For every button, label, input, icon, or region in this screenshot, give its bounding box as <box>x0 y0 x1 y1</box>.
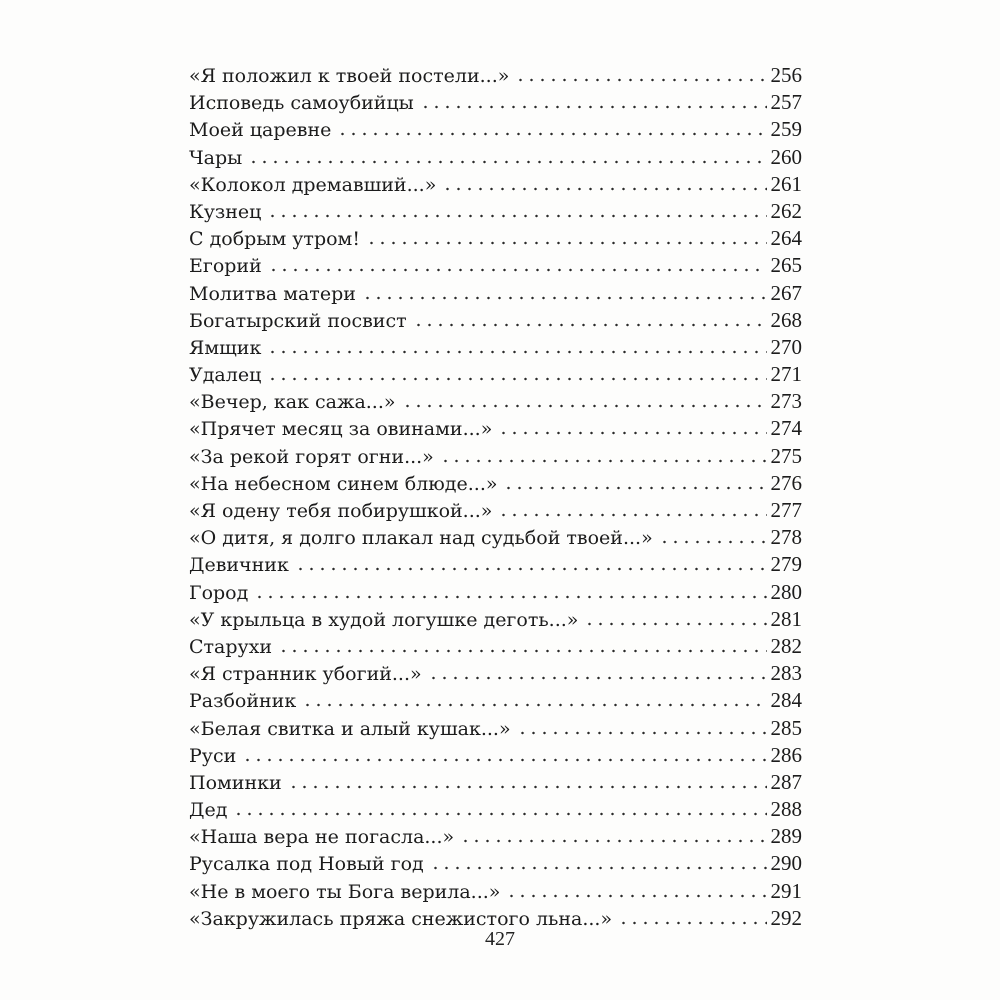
toc-entry-page-number: 277 <box>770 498 802 522</box>
toc-entry-page-number: 265 <box>770 253 802 278</box>
toc-entry <box>189 144 802 171</box>
dot-leader <box>402 404 767 408</box>
toc-entry-title: Чары <box>189 146 243 169</box>
dot-leader <box>503 486 766 490</box>
toc-entry-title: Русалка под Новый год <box>189 853 424 876</box>
toc-entry <box>189 198 802 225</box>
toc-entry <box>189 606 802 633</box>
toc-entry <box>189 633 802 660</box>
toc-entry-page-number: 287 <box>770 769 802 794</box>
toc-entry-page-number: 288 <box>770 797 802 822</box>
toc-entry-title: «За рекой горят огни...» <box>189 445 434 468</box>
toc-entry <box>189 579 802 606</box>
dot-leader <box>498 431 766 435</box>
toc-entry-page-number: 256 <box>770 63 802 87</box>
toc-entry <box>189 660 802 687</box>
toc-entry <box>189 850 802 877</box>
toc-entry <box>189 171 802 198</box>
toc-entry-page-number: 279 <box>770 552 802 577</box>
toc-entry-page-number: 267 <box>770 280 802 305</box>
toc-entry-page-number: 273 <box>770 389 802 414</box>
toc-entry <box>189 796 802 823</box>
toc-entry-page-number: 281 <box>770 606 802 631</box>
toc-entry-page-number: 271 <box>770 362 802 387</box>
toc-entry-title: «Колокол дремавший...» <box>189 173 437 196</box>
toc-entry <box>189 524 802 551</box>
toc-entry <box>189 470 802 497</box>
toc-entry-title: «Белая свитка и алый кушак...» <box>189 717 511 740</box>
dot-leader <box>267 350 766 354</box>
toc-entry-title: Руси <box>189 744 237 767</box>
table-of-contents <box>189 62 802 932</box>
dot-leader <box>460 839 766 843</box>
toc-entry-page-number: 274 <box>770 416 802 441</box>
toc-entry-title: «Прячет месяц за овинами...» <box>189 418 493 441</box>
toc-entry-page-number: 284 <box>770 688 802 713</box>
toc-entry-page-number: 259 <box>770 117 802 142</box>
toc-entry <box>189 823 802 850</box>
page-number: 427 <box>485 928 515 950</box>
toc-entry <box>189 280 802 307</box>
dot-leader <box>242 758 766 762</box>
toc-entry-title: С добрым утром! <box>189 228 360 251</box>
toc-entry <box>189 225 802 252</box>
toc-entry <box>189 307 802 334</box>
toc-entry <box>189 415 802 442</box>
dot-leader <box>659 540 767 544</box>
dot-leader <box>362 296 767 300</box>
toc-entry <box>189 116 802 143</box>
toc-entry <box>189 497 802 524</box>
dot-leader <box>267 214 766 218</box>
toc-entry-title: Исповедь самоубийцы <box>189 92 414 115</box>
toc-entry-page-number: 257 <box>770 90 802 115</box>
toc-entry-title: Удалец <box>189 364 262 387</box>
dot-leader <box>430 866 767 870</box>
toc-entry-title: Поминки <box>189 771 282 794</box>
dot-leader <box>337 132 766 136</box>
toc-entry-page-number: 264 <box>770 226 802 251</box>
toc-entry-page-number: 283 <box>770 661 802 686</box>
dot-leader <box>420 105 767 109</box>
toc-entry <box>189 742 802 769</box>
dot-leader <box>233 812 766 816</box>
dot-leader <box>278 649 766 653</box>
toc-entry-page-number: 280 <box>770 579 802 604</box>
dot-leader <box>498 513 766 517</box>
toc-entry-title: Егорий <box>189 255 262 278</box>
toc-entry-title: «Я странник убогий...» <box>189 663 422 686</box>
toc-entry-title: Старухи <box>189 635 273 658</box>
toc-entry-title: Город <box>189 581 249 604</box>
dot-leader <box>618 921 766 925</box>
toc-entry-page-number: 285 <box>770 715 802 740</box>
toc-entry <box>189 361 802 388</box>
toc-entry-page-number: 286 <box>770 742 802 767</box>
toc-entry-title: «Не в моего ты Бога верила...» <box>189 880 501 903</box>
toc-entry <box>189 687 802 714</box>
toc-entry-title: Девичник <box>189 554 289 577</box>
toc-entry-page-number: 268 <box>770 307 802 332</box>
dot-leader <box>302 703 766 707</box>
toc-entry-page-number: 276 <box>770 470 802 495</box>
dot-leader <box>268 268 767 272</box>
dot-leader <box>428 676 767 680</box>
toc-entry-title: «Вечер, как сажа...» <box>189 391 396 414</box>
toc-entry-page-number: 290 <box>770 851 802 876</box>
toc-entry <box>189 443 802 470</box>
toc-entry-page-number: 270 <box>770 334 802 359</box>
toc-entry <box>189 334 802 361</box>
toc-entry-title: «Я положил к твоей постели...» <box>189 65 510 87</box>
dot-leader <box>440 459 767 463</box>
toc-entry-page-number: 278 <box>770 525 802 550</box>
toc-entry-title: Кузнец <box>189 200 262 223</box>
toc-entry-title: Разбойник <box>189 690 297 713</box>
dot-leader <box>254 595 766 599</box>
toc-entry-title: «Наша вера не погасла...» <box>189 826 455 849</box>
toc-entry-title: «О дитя, я долго плакал над судьбой твоей...» <box>189 527 653 550</box>
toc-entry-page-number: 260 <box>770 144 802 169</box>
toc-entry-page-number: 282 <box>770 633 802 658</box>
toc-entry-page-number: 261 <box>770 171 802 196</box>
dot-leader <box>288 785 767 789</box>
toc-entry <box>189 551 802 578</box>
toc-entry-title: «Я одену тебя побирушкой...» <box>189 500 493 522</box>
dot-leader <box>366 241 767 245</box>
toc-entry <box>189 252 802 279</box>
toc-entry-title: Моей царевне <box>189 119 332 142</box>
toc-entry-page-number: 262 <box>770 198 802 223</box>
toc-entry-title: Дед <box>189 799 228 822</box>
toc-entry <box>189 878 802 905</box>
toc-entry-title: «У крыльца в худой логушке деготь...» <box>189 608 579 631</box>
dot-leader <box>248 160 766 164</box>
toc-entry-page-number: 275 <box>770 443 802 468</box>
toc-entry <box>189 89 802 116</box>
toc-entry <box>189 388 802 415</box>
dot-leader <box>295 567 767 571</box>
toc-entry-page-number: 289 <box>770 824 802 849</box>
toc-entry-page-number: 292 <box>770 905 802 930</box>
toc-entry-title: Богатырский посвист <box>189 309 407 332</box>
dot-leader <box>517 731 767 735</box>
toc-entry <box>189 715 802 742</box>
dot-leader <box>584 622 766 626</box>
toc-entry-page-number: 291 <box>770 878 802 903</box>
toc-entry-title: Ямщик <box>189 336 262 359</box>
dot-leader <box>515 78 766 82</box>
toc-entry <box>189 769 802 796</box>
dot-leader <box>442 187 766 191</box>
dot-leader <box>506 894 766 898</box>
toc-entry <box>189 62 802 89</box>
toc-entry-title: Молитва матери <box>189 282 356 305</box>
toc-entry-title: «На небесном синем блюде...» <box>189 472 498 495</box>
dot-leader <box>413 323 767 327</box>
toc-entry-title: «Закружилась пряжа снежистого льна...» <box>189 907 613 930</box>
dot-leader <box>267 377 766 381</box>
